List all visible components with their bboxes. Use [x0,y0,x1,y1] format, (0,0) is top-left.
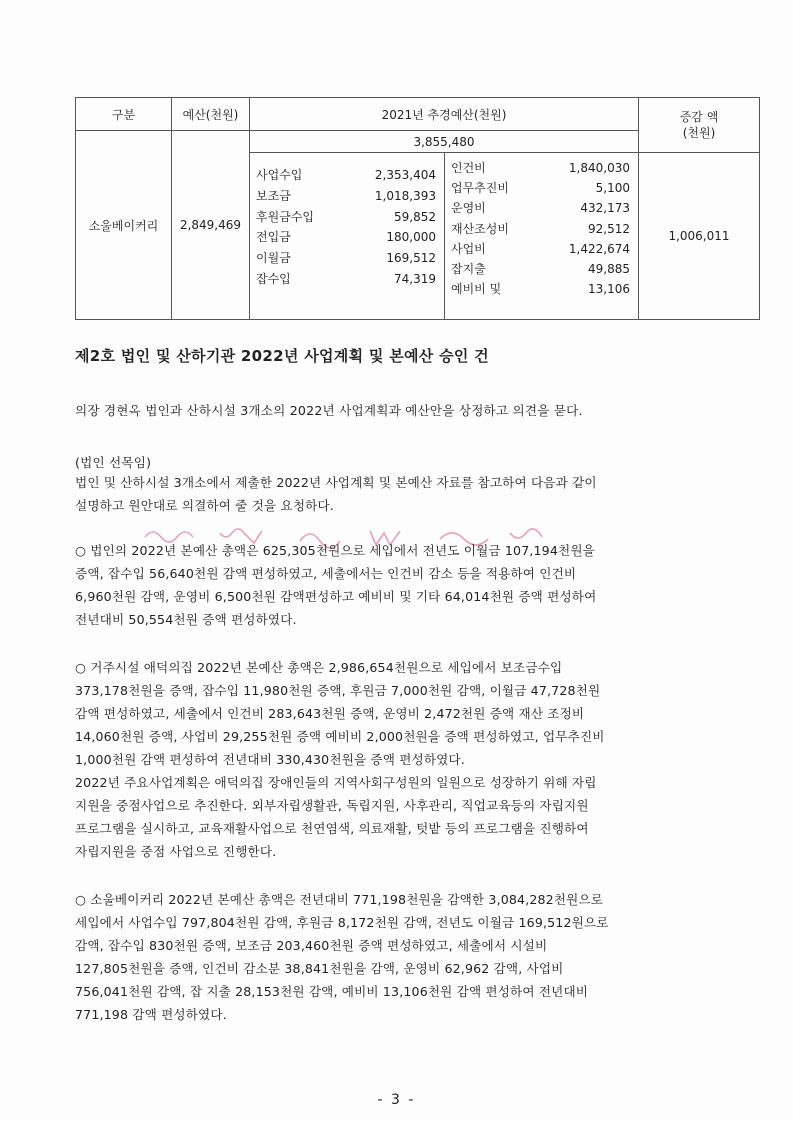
text-line: 프로그램을 실시하고, 교육재활사업으로 천연염색, 의료재활, 텃밭 등의 프로그램을 진행하여 [75,821,589,836]
text-line: 127,805천원을 증액, 인건비 감소분 38,841천원을 감액, 운영비 62,962 감액, 사업비 [75,961,564,976]
paragraph-soul-bakery [75,888,713,1026]
chair-statement: 의장 경현옥 법인과 산하시설 3개소의 2022년 사업계획과 예산안을 상정하고 의견을 묻다. [75,403,583,418]
budget-line-item [256,269,436,290]
header-category: 구분 [76,98,172,131]
item-label: 운영비 [451,201,486,216]
text-line: 자립지원을 중점 사업으로 진행한다. [75,844,277,859]
budget-line-item [451,158,630,178]
text-line: 1,000천원 감액 편성하여 전년대비 330,430천원을 증액 편성하였다. [75,752,465,767]
item-value: 432,173 [580,201,630,216]
text-line: ○ 소울베이커리 2022년 본예산 총액은 전년대비 771,198천원을 감액한 3,084,282천원으로 [75,892,604,907]
budget-line-item [451,219,630,239]
text-line: 감액 편성하였고, 세출에서 인건비 283,643천원 증액, 운영비 2,472천원 증액 재산 조정비 [75,706,585,721]
agenda-heading: 제2호 법인 및 산하기관 2022년 사업계획 및 본예산 승인 건 [75,347,489,365]
budget-line-item [451,259,630,279]
text-line: 설명하고 원안대로 의결하여 줄 것을 요청하다. [75,498,334,513]
expense-column [445,153,639,320]
item-label: 재산조성비 [451,221,509,236]
text-line: 756,041천원 감액, 잡 지출 28,153천원 감액, 예비비 13,106천원 감액 편성하여 전년대비 [75,984,589,999]
header-supplementary: 2021년 추경예산(천원) [250,98,639,131]
intro-paragraph [75,471,713,517]
text-line: 2022년 주요사업계획은 애덕의집 장애인들의 지역사회구성원의 일원으로 성장하기 위해 자립 [75,775,597,790]
cell-supplementary-total: 3,855,480 [250,131,639,153]
item-label: 전입금 [256,230,291,245]
budget-line-item [256,165,436,186]
text-line: 771,198 감액 편성하였다. [75,1007,227,1022]
income-column [250,153,445,320]
text-line: 전년대비 50,554천원 증액 편성하였다. [75,612,297,627]
budget-table [75,97,760,320]
item-value: 1,840,030 [568,161,630,175]
item-value: 169,512 [386,251,436,266]
text-line: 세입에서 사업수입 797,804천원 감액, 후원금 8,172천원 감액, 전년도 이월금 169,512원으로 [75,915,609,930]
item-value: 74,319 [394,271,436,286]
speaker-label: (법인 선목임) [75,455,152,470]
text-line: 6,960천원 감액, 운영비 6,500천원 감액편성하고 예비비 및 기타 64,014천원 증액 편성하여 [75,589,597,604]
budget-line-item [256,207,436,228]
paragraph-residential [75,656,713,863]
cell-change: 1,006,011 [639,153,760,320]
text-line: 지원을 중점사업으로 추진한다. 외부자립생활관, 독립지원, 사후관리, 직업교육등의 자립지원 [75,798,589,813]
item-label: 사업수입 [256,168,303,182]
item-label: 이월금 [256,251,291,266]
item-value: 1,018,393 [374,188,436,203]
item-label: 예비비 및 [451,282,502,297]
text-line: ○ 거주시설 애덕의집 2022년 본예산 총액은 2,986,654천원으로 세입에서 보조금수입 [75,660,563,675]
item-label: 잡수입 [256,271,291,286]
item-value: 13,106 [588,282,630,297]
header-change: 증감 액 (천원) [639,98,760,153]
budget-line-item [256,227,436,248]
item-label: 보조금 [256,188,291,203]
item-value: 180,000 [386,230,436,245]
item-label: 사업비 [451,241,486,256]
budget-line-item [256,248,436,269]
item-value: 59,852 [394,209,436,224]
item-value: 92,512 [588,221,630,236]
item-value: 5,100 [595,181,630,196]
text-line: 법인 및 산하시설 3개소에서 제출한 2022년 사업계획 및 본예산 자료를 참고하여 다음과 같이 [75,475,597,490]
page-number: - 3 - [377,1092,416,1108]
item-value: 1,422,674 [568,241,630,256]
text-line: 373,178천원을 증액, 잡수입 11,980천원 증액, 후원금 7,000천원 감액, 이월금 47,728천원 [75,683,601,698]
header-budget: 예산(천원) [172,98,250,131]
item-label: 잡지출 [451,261,486,276]
text-line: 증액, 잡수입 56,640천원 감액 편성하였고, 세출에서는 인건비 감소 등을 적용하여 인건비 [75,566,577,581]
budget-line-item [451,178,630,198]
item-label: 업무추진비 [451,181,509,196]
cell-budget: 2,849,469 [172,131,250,320]
text-line: ○ 법인의 2022년 본예산 총액은 625,305천원으로 세입에서 전년도 이월금 107,194천원을 [75,543,595,558]
budget-line-item [451,279,630,299]
cell-category: 소울베이커리 [76,131,172,320]
item-label: 후원금수입 [256,209,314,224]
item-label: 인건비 [451,161,486,175]
item-value: 2,353,404 [374,168,436,182]
budget-line-item [256,186,436,207]
text-line: 14,060천원 증액, 사업비 29,255천원 증액 예비비 2,000천원을 증액 편성하였고, 업무추진비 [75,729,605,744]
paragraph-corporation [75,539,713,631]
budget-line-item [451,198,630,218]
budget-line-item [451,239,630,259]
item-value: 49,885 [588,261,630,276]
text-line: 감액, 잡수입 830천원 증액, 보조금 203,460천원 증액 편성하였고, 세출에서 시설비 [75,938,548,953]
